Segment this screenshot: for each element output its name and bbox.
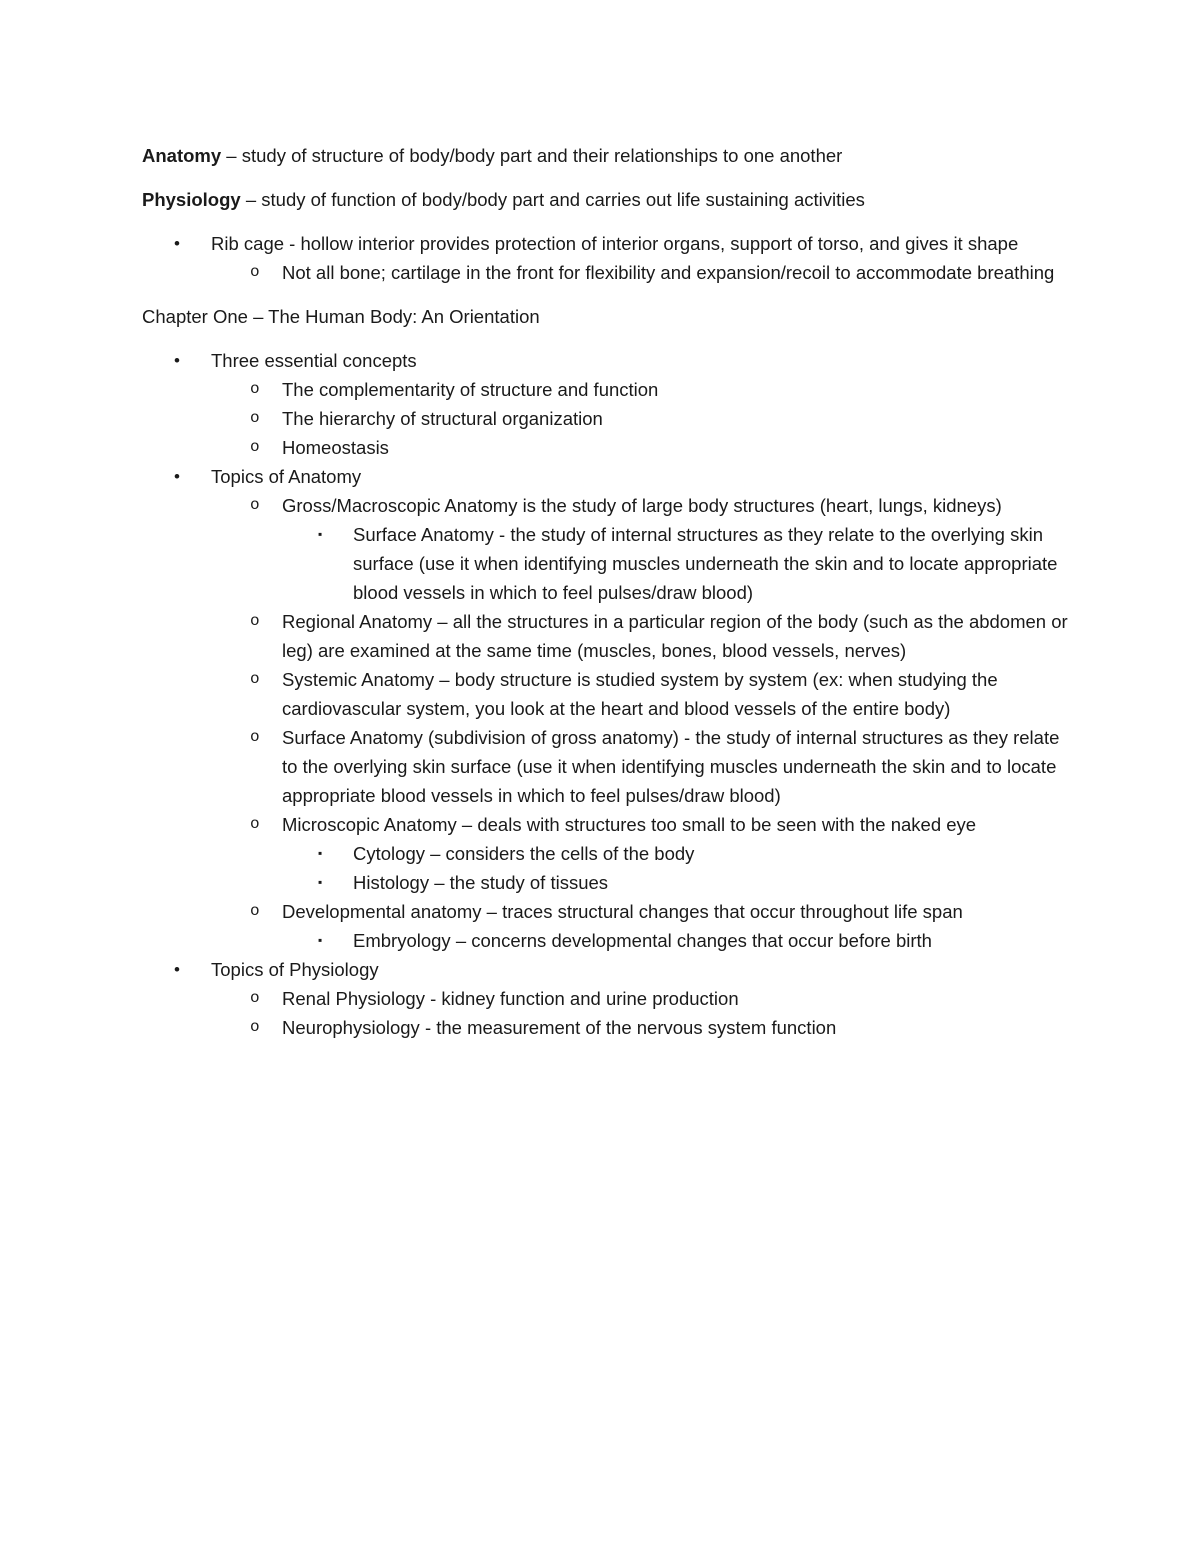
concept-text: Homeostasis [282,437,389,458]
anatomy-definition [142,141,1072,170]
cytology-text: Cytology – considers the cells of the body [353,843,695,864]
square-bullet-icon: ▪ [318,527,323,541]
regional-anatomy-text: Regional Anatomy – all the structures in a particular region of the body (such as the abdomen or leg) are examined at the same time (muscles, bones, blood vessels, nerves) [282,611,1068,661]
physiology-topics-label: Topics of Physiology [211,959,379,980]
list-item-renal-physiology [142,984,1072,1013]
circle-bullet-icon: o [250,815,260,833]
list-item-neurophysiology [142,1013,1072,1042]
concepts-label: Three essential concepts [211,350,417,371]
gross-surface-anatomy-text: Surface Anatomy - the study of internal structures as they relate to the overlying skin surface (use it when identifying muscles underneath the skin and to locate appropriate blood vessels in which to feel pulses/draw blood) [353,524,1058,603]
list-item-cytology [142,839,1072,868]
histology-text: Histology – the study of tissues [353,872,609,893]
square-bullet-icon: ▪ [318,875,323,889]
circle-bullet-icon: o [250,263,260,281]
circle-bullet-icon: o [250,496,260,514]
circle-bullet-icon: o [250,989,260,1007]
developmental-anatomy-text: Developmental anatomy – traces structural changes that occur throughout life span [282,901,963,922]
circle-bullet-icon: o [250,728,260,746]
rib-cage-text: Rib cage - hollow interior provides protection of interior organs, support of torso, and gives it shape [211,233,1019,254]
surface-anatomy-text: Surface Anatomy (subdivision of gross anatomy) - the study of internal structures as they relate to the overlying skin surface (use it when identifying muscles underneath the skin and to locate appropriate blood vessels in which to feel pulses/draw blood) [282,727,1060,806]
list-item-concept [142,404,1072,433]
physiology-definition-text: – study of function of body/body part and carries out life sustaining activities [240,189,865,210]
document-body [142,141,1072,1042]
anatomy-term: Anatomy [142,145,222,166]
list-item-surface-anatomy [142,723,1072,810]
list-item-systemic-anatomy [142,665,1072,723]
list-item-regional-anatomy [142,607,1072,665]
anatomy-definition-text: – study of structure of body/body part and their relationships to one another [221,145,843,166]
list-item-rib-cage [142,229,1072,258]
circle-bullet-icon: o [250,438,260,456]
list-item-concepts [142,346,1072,375]
list-item-gross-surface-anatomy [142,520,1072,607]
list-item-concept [142,433,1072,462]
square-bullet-icon: ▪ [318,846,323,860]
list-item-anatomy-topics [142,462,1072,491]
list-item-concept [142,375,1072,404]
renal-physiology-text: Renal Physiology - kidney function and urine production [282,988,739,1009]
bullet-icon: • [174,234,180,253]
list-item-developmental-anatomy [142,897,1072,926]
list-item-microscopic-anatomy [142,810,1072,839]
square-bullet-icon: ▪ [318,933,323,947]
microscopic-anatomy-text: Microscopic Anatomy – deals with structures too small to be seen with the naked eye [282,814,977,835]
embryology-text: Embryology – concerns developmental changes that occur before birth [353,930,932,951]
list-item-embryology [142,926,1072,955]
circle-bullet-icon: o [250,902,260,920]
list-item-histology [142,868,1072,897]
neurophysiology-text: Neurophysiology - the measurement of the nervous system function [282,1017,837,1038]
concept-text: The hierarchy of structural organization [282,408,603,429]
circle-bullet-icon: o [250,612,260,630]
circle-bullet-icon: o [250,409,260,427]
bullet-icon: • [174,351,180,370]
circle-bullet-icon: o [250,1018,260,1036]
bullet-icon: • [174,960,180,979]
physiology-term: Physiology [142,189,241,210]
physiology-definition [142,185,1072,214]
concept-text: The complementarity of structure and function [282,379,659,400]
chapter-title: Chapter One – The Human Body: An Orientation [142,306,540,327]
anatomy-topics-label: Topics of Anatomy [211,466,362,487]
systemic-anatomy-text: Systemic Anatomy – body structure is studied system by system (ex: when studying the cardiovascular system, you look at the heart and blood vessels of the entire body) [282,669,998,719]
rib-cage-cartilage-text: Not all bone; cartilage in the front for flexibility and expansion/recoil to accommodate breathing [282,262,1055,283]
gross-anatomy-text: Gross/Macroscopic Anatomy is the study of large body structures (heart, lungs, kidneys) [282,495,1002,516]
list-item-rib-cage-cartilage [142,258,1072,287]
list-item-physiology-topics [142,955,1072,984]
circle-bullet-icon: o [250,380,260,398]
circle-bullet-icon: o [250,670,260,688]
bullet-icon: • [174,467,180,486]
list-item-gross-anatomy [142,491,1072,520]
